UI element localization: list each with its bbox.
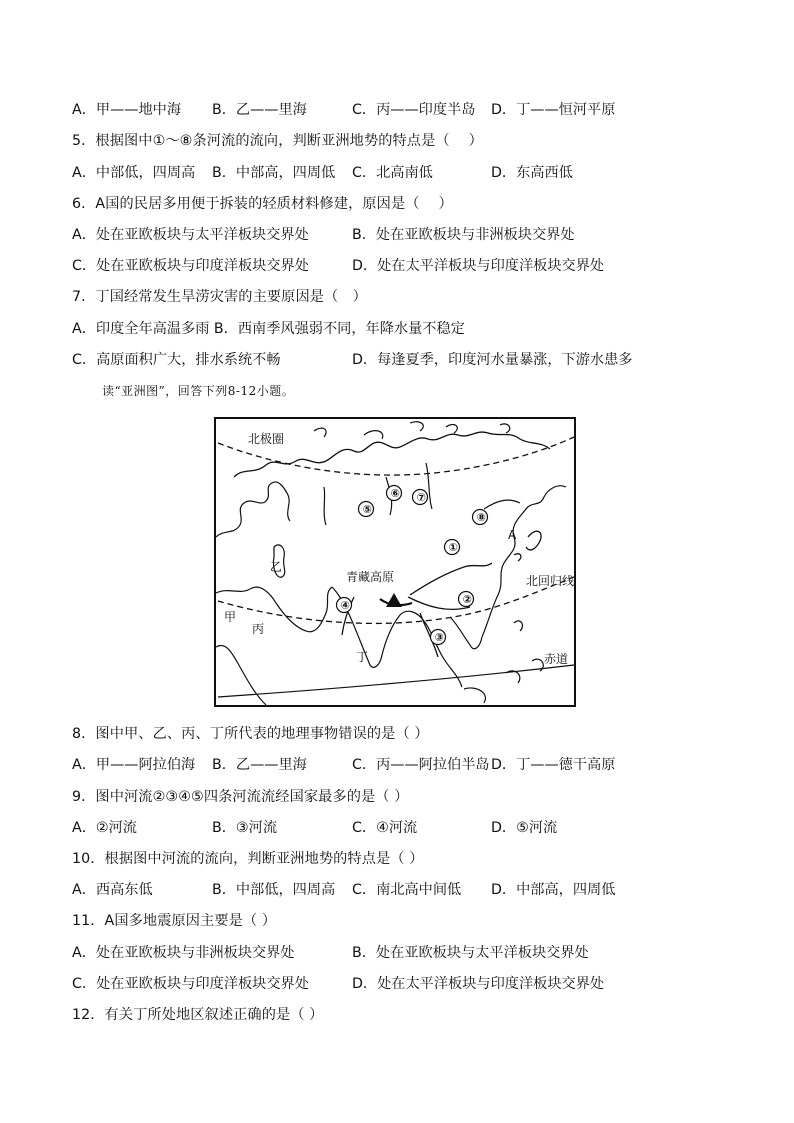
q7-stem: 7．丁国经常发生旱涝灾害的主要原因是（ ） bbox=[72, 289, 367, 305]
q10-option-c: C．南北高中间低 bbox=[352, 882, 462, 898]
svg-text:①: ① bbox=[448, 541, 458, 554]
bing-label: 丙 bbox=[252, 622, 265, 636]
q5-option-c: C．北高南低 bbox=[352, 165, 433, 181]
q11-option-c: C．处在亚欧板块与印度洋板块交界处 bbox=[72, 976, 309, 992]
q9-option-c: C．④河流 bbox=[352, 820, 418, 836]
tropic-label: 北回归线 bbox=[526, 574, 575, 588]
q10-option-a: A．西高东低 bbox=[72, 882, 153, 898]
river-number-1 bbox=[445, 540, 460, 555]
q8-option-c: C．丙——阿拉伯半岛 bbox=[352, 757, 490, 773]
river-number-4 bbox=[337, 598, 352, 613]
q4-option-d: D．丁——恒河平原 bbox=[491, 102, 616, 118]
q8-stem: 8．图中甲、乙、丙、丁所代表的地理事物错误的是（ ） bbox=[72, 726, 429, 742]
q5-option-a: A．中部低，四周高 bbox=[72, 165, 196, 181]
q6-option-c: C．处在亚欧板块与印度洋板块交界处 bbox=[72, 258, 309, 274]
q5-option-d: D．东高西低 bbox=[491, 165, 573, 181]
q11-option-b: B．处在亚欧板块与太平洋板块交界处 bbox=[352, 945, 589, 961]
q9-option-a: A．②河流 bbox=[72, 820, 137, 836]
q6-option-d: D．处在太平洋板块与印度洋板块交界处 bbox=[352, 258, 605, 274]
q10-option-b: B．中部低，四周高 bbox=[212, 882, 336, 898]
q8-option-b: B．乙——里海 bbox=[212, 757, 307, 773]
arctic-circle-label: 北极圈 bbox=[248, 432, 285, 446]
q6-option-b: B．处在亚欧板块与非洲板块交界处 bbox=[352, 227, 575, 243]
q7-option-ab: A．印度全年高温多雨 B．西南季风强弱不同，年降水量不稳定 bbox=[72, 321, 465, 337]
svg-text:②: ② bbox=[462, 593, 472, 606]
svg-text:⑥: ⑥ bbox=[390, 487, 400, 500]
river-number-2 bbox=[459, 592, 474, 607]
q7-option-d: D．每逢夏季，印度河水量暴涨，下游水患多 bbox=[352, 352, 633, 368]
q6-option-a: A．处在亚欧板块与太平洋板块交界处 bbox=[72, 227, 309, 243]
river-number-3 bbox=[431, 630, 446, 645]
q5-option-b: B．中部高，四周低 bbox=[212, 165, 336, 181]
q9-stem: 9．图中河流②③④⑤四条河流流经国家最多的是（ ） bbox=[72, 789, 409, 805]
q5-stem: 5．根据图中①～⑧条河流的流向，判断亚洲地势的特点是（ ） bbox=[72, 133, 483, 149]
q9-option-b: B．③河流 bbox=[212, 820, 278, 836]
q6-stem: 6．A国的民居多用便于拆装的轻质材料修建，原因是（ ） bbox=[72, 196, 453, 212]
q10-stem: 10．根据图中河流的流向，判断亚洲地势的特点是（ ） bbox=[72, 851, 424, 867]
q8-option-a: A．甲——阿拉伯海 bbox=[72, 757, 196, 773]
equator-label: 赤道 bbox=[544, 652, 569, 666]
q8-option-d: D．丁——德干高原 bbox=[491, 757, 616, 773]
yi-label: 乙 bbox=[270, 560, 283, 574]
country-a-label: A bbox=[508, 528, 517, 542]
svg-text:⑤: ⑤ bbox=[362, 503, 372, 516]
jia-label: 甲 bbox=[224, 610, 237, 624]
svg-text:④: ④ bbox=[340, 599, 350, 612]
asia-map bbox=[214, 417, 576, 707]
svg-text:③: ③ bbox=[434, 631, 444, 644]
river-number-7 bbox=[413, 490, 428, 505]
q4-option-a: A．甲——地中海 bbox=[72, 102, 182, 118]
q9-option-d: D．⑤河流 bbox=[491, 820, 558, 836]
river-number-8 bbox=[473, 510, 488, 525]
q4-option-b: B．乙——里海 bbox=[212, 102, 307, 118]
q12-stem: 12．有关丁所处地区叙述正确的是（ ） bbox=[72, 1007, 324, 1023]
river-number-5 bbox=[359, 502, 374, 517]
map-intro: 读“亚洲图”，回答下列8-12小题。 bbox=[102, 384, 295, 398]
plateau-label: 青藏高原 bbox=[346, 570, 395, 584]
q4-option-c: C．丙——印度半岛 bbox=[352, 102, 476, 118]
q11-option-a: A．处在亚欧板块与非洲板块交界处 bbox=[72, 945, 295, 961]
q11-stem: 11．A国多地震原因主要是（ ） bbox=[72, 913, 277, 929]
q10-option-d: D．中部高，四周低 bbox=[491, 882, 616, 898]
q7-option-c: C．高原面积广大，排水系统不畅 bbox=[72, 352, 281, 368]
river-number-6 bbox=[387, 486, 402, 501]
ding-label: 丁 bbox=[356, 650, 369, 664]
svg-text:⑧: ⑧ bbox=[476, 511, 486, 524]
q11-option-d: D．处在太平洋板块与印度洋板块交界处 bbox=[352, 976, 605, 992]
svg-text:⑦: ⑦ bbox=[416, 491, 426, 504]
